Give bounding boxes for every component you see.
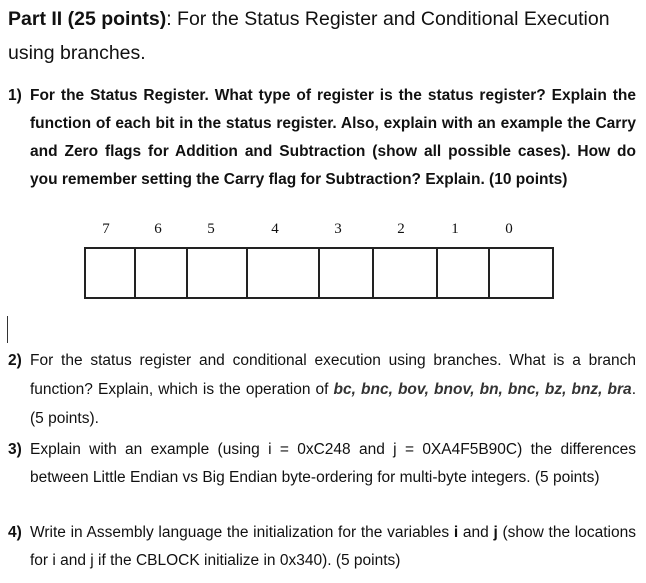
- bit-label: 6: [154, 221, 162, 237]
- register-bit-cell: [248, 249, 320, 297]
- register-bit-cell: [86, 249, 136, 297]
- bit-label: 2: [397, 221, 405, 237]
- question-3-number: 3): [8, 441, 22, 458]
- part-heading: [8, 2, 638, 70]
- part-description: : For the Status Register and Conditional Execution using branches.: [8, 8, 610, 64]
- question-1: [8, 82, 636, 194]
- question-4-text-c: (show the locations for i and j if the CBLOCK initialize in 0x340). (5 points): [30, 524, 636, 569]
- question-1-text: For the Status Register. What type of register is the status register? Explain the function of each bit in the status register. Also, explain with an example the Carry and Zero flags for Addition and Subtraction (show all possible cases). How do you remember setting the Carry flag for Subtraction? Explain. (10 points): [30, 87, 636, 188]
- bit-label: 0: [505, 221, 513, 237]
- register-bit-cell: [438, 249, 490, 297]
- question-4-text: [30, 519, 636, 575]
- question-4-text-a: Write in Assembly language the initialization for the variables: [30, 524, 454, 541]
- question-4-number: 4): [8, 524, 22, 541]
- branch-operations: bc, bnc, bov, bnov, bn, bnc, bz, bnz, bra: [333, 381, 632, 398]
- register-bit-cell: [320, 249, 374, 297]
- variable-j: j: [493, 524, 498, 541]
- question-3: [8, 436, 636, 491]
- bit-label: 5: [207, 221, 215, 237]
- register-bit-cell: [188, 249, 248, 297]
- question-2-text: [30, 346, 636, 433]
- question-3-text: Explain with an example (using i = 0xC248 and j = 0XA4F5B90C) the differences between Little Endian vs Big Endian byte-ordering for multi-byte integers. (5 points): [30, 441, 636, 486]
- register-bit-cell: [136, 249, 188, 297]
- bit-label: 3: [334, 221, 342, 237]
- text-cursor: [7, 316, 8, 343]
- register-bit-cell: [490, 249, 552, 297]
- question-2-text-b: . (5 points).: [30, 381, 636, 427]
- part-title: Part II (25 points): [8, 8, 167, 30]
- question-4: [8, 519, 636, 575]
- variable-i: i: [453, 524, 459, 541]
- question-2-number: 2): [8, 352, 22, 369]
- bit-label: 7: [102, 221, 110, 237]
- question-1-number: 1): [8, 87, 22, 104]
- status-register-diagram: [84, 247, 554, 299]
- bit-label: 1: [451, 221, 459, 237]
- register-bit-cell: [374, 249, 438, 297]
- status-register-bit-labels: [0, 221, 646, 243]
- question-4-text-b: and: [458, 524, 494, 541]
- bit-label: 4: [271, 221, 279, 237]
- question-2-text-a: For the status register and conditional execution using branches. What is a branch function? Explain, which is the operation of: [30, 352, 636, 398]
- question-2: [8, 346, 636, 433]
